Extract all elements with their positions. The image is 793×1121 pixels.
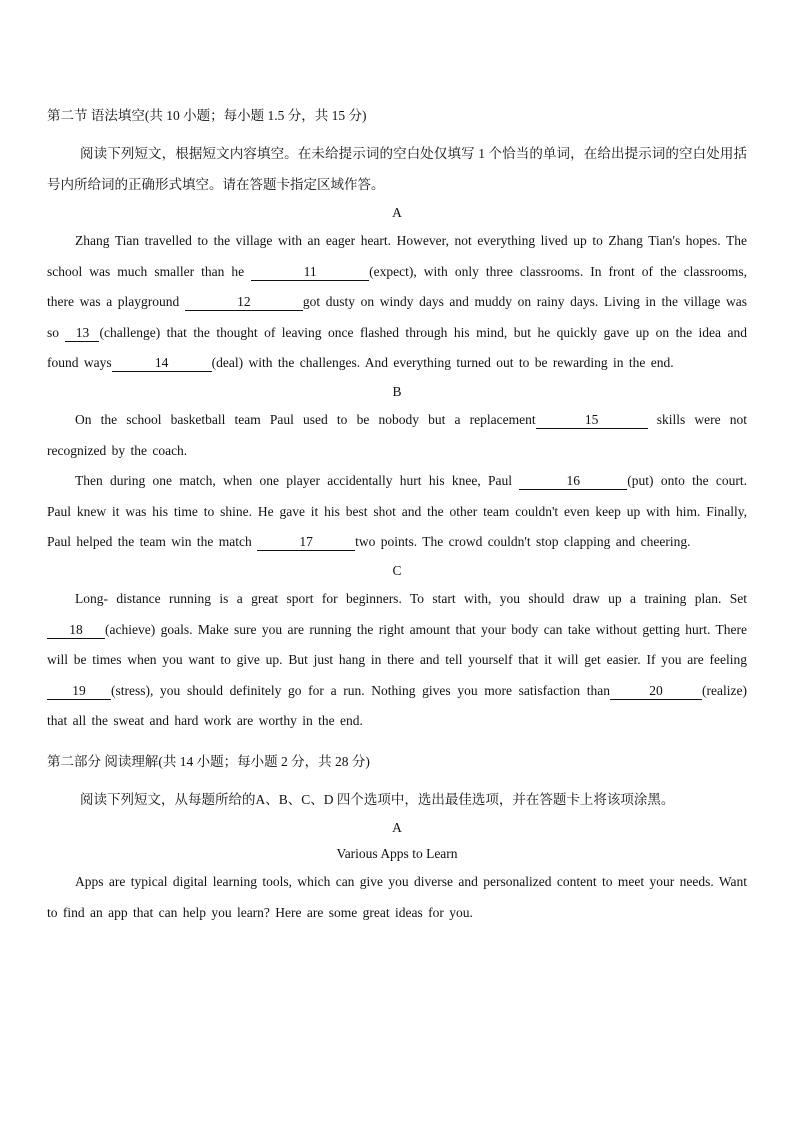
reading-passage-label-a: A xyxy=(392,819,402,835)
passage-text: (put) onto the court. Paul knew it was his time to shine. He gave it his best shot and the other team couldn't even keep up with him. Finally, Paul helped the team win the match xyxy=(47,473,747,550)
blank-14[interactable]: 14 xyxy=(112,355,212,372)
passage-b-para-2 xyxy=(47,466,747,558)
blank-18[interactable]: 18 xyxy=(47,622,105,639)
passage-text: (achieve) goals. Make sure you are running the right amount that your body can take without getting hurt. There will be times when you want to give up. But just hang in there and tell yourself that it will get easier. If you are feeling xyxy=(47,621,747,668)
section-heading-grammar: 第二节 语法填空(共 10 小题；每小题 1.5 分，共 15 分) xyxy=(47,108,367,123)
reading-instruction: 阅读下列短文，从每题所给的A、B、C、D 四个选项中，选出最佳选项，并在答题卡上将该项涂黑。 xyxy=(80,791,675,807)
blank-12[interactable]: 12 xyxy=(185,294,303,311)
passage-text: (stress), you should definitely go for a run. Nothing gives you more satisfaction than xyxy=(111,682,611,698)
passage-label-c: C xyxy=(392,562,402,578)
blank-13[interactable]: 13 xyxy=(65,325,99,342)
passage-label-a: A xyxy=(392,205,402,220)
passage-text: got dusty on windy days and muddy on rainy days. Living in the village was so xyxy=(47,294,747,340)
reading-passage-title: Various Apps to Learn xyxy=(336,845,458,861)
passage-c-text xyxy=(47,584,747,737)
blank-15[interactable]: 15 xyxy=(536,412,648,429)
blank-19[interactable]: 19 xyxy=(47,683,111,700)
blank-20[interactable]: 20 xyxy=(610,683,702,700)
passage-label-b: B xyxy=(392,383,402,399)
passage-text: Zhang Tian travelled to the village with an eager heart. However, not everything lived up to Zhang Tian's hopes. The school was much smaller than he xyxy=(47,233,747,279)
passage-text: (realize) that all the sweat and hard work are worthy in the end. xyxy=(47,682,747,729)
passage-b-para-1 xyxy=(47,405,747,466)
passage-text: (expect), with only three classrooms. In front of the classrooms, there was a playground xyxy=(47,263,747,310)
blank-16[interactable]: 16 xyxy=(519,473,627,490)
section-gap xyxy=(47,737,747,753)
passage-text: two points. The crowd couldn't stop clapping and cheering. xyxy=(355,534,691,550)
passage-text: (deal) with the challenges. And everything turned out to be rewarding in the end. xyxy=(211,355,674,371)
reading-passage-text: Apps are typical digital learning tools, which can give you diverse and personalized content to meet your needs. Want to find an app that can help you learn? Here are some great ideas for you. xyxy=(47,873,747,920)
passage-a-text xyxy=(47,226,747,379)
section-heading-reading: 第二部分 阅读理解(共 14 小题；每小题 2 分，共 28 分) xyxy=(47,753,370,769)
passage-text: skills were not recognized by the coach. xyxy=(47,411,747,458)
passage-text: Long- distance running is a great sport for beginners. To start with, you should draw up a training plan. Set xyxy=(75,590,747,606)
passage-text: On the school basketball team Paul used to be nobody but a replacement xyxy=(75,411,536,427)
passage-text: (challenge) that the thought of leaving once flashed through his mind, but he quickly gave up on the idea and found ways xyxy=(47,324,747,371)
blank-17[interactable]: 17 xyxy=(257,534,355,551)
grammar-instruction: 阅读下列短文，根据短文内容填空。在未给提示词的空白处仅填写 1 个恰当的单词，在给出提示词的空白处用括号内所给词的正确形式填空。请在答题卡指定区域作答。 xyxy=(47,146,747,192)
exam-page xyxy=(47,107,747,928)
blank-11[interactable]: 11 xyxy=(251,264,369,281)
passage-text: Then during one match, when one player accidentally hurt his knee, Paul xyxy=(75,473,520,489)
